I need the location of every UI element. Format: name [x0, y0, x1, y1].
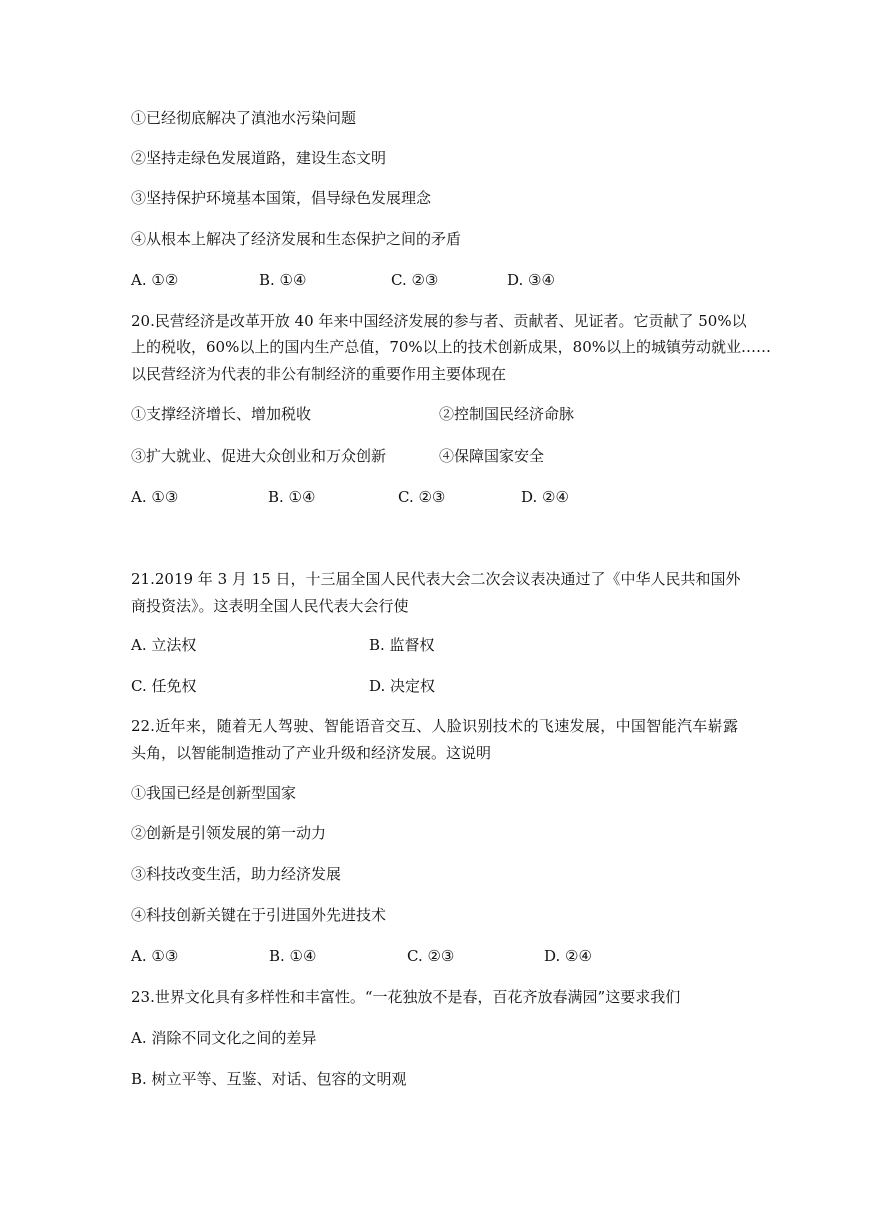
q22-answer-c: C. ②③	[407, 947, 455, 965]
q22-answer-b: B. ①④	[269, 947, 317, 965]
q22-stem-line-2: 头角，以智能制造推动了产业升级和经济发展。这说明	[131, 744, 492, 762]
q19-answer-c: C. ②③	[391, 271, 439, 289]
q20-option-3: ③扩大就业、促进大众创业和万众创新	[131, 447, 387, 465]
q19-answer-b: B. ①④	[259, 271, 307, 289]
q20-stem-line-2: 上的税收，60%以上的国内生产总值，70%以上的技术创新成果，80%以上的城镇劳动就业……	[131, 338, 772, 356]
q21-answer-a: A. 立法权	[131, 636, 197, 654]
q22-option-2: ②创新是引领发展的第一动力	[131, 824, 327, 842]
q20-option-1: ①支撑经济增长、增加税收	[131, 405, 312, 423]
q22-stem-line-1: 22.近年来，随着无人驾驶、智能语音交互、人脸识别技术的飞速发展，中国智能汽车崭露	[131, 717, 738, 735]
q19-option-3: ③坚持保护环境基本国策，倡导绿色发展理念	[131, 189, 432, 207]
q19-option-4: ④从根本上解决了经济发展和生态保护之间的矛盾	[131, 230, 462, 248]
q23-answer-a: A. 消除不同文化之间的差异	[131, 1029, 317, 1047]
q23-answer-b: B. 树立平等、互鉴、对话、包容的文明观	[131, 1070, 407, 1088]
q22-answer-a: A. ①③	[131, 947, 179, 965]
q20-answer-d: D. ②④	[521, 488, 569, 506]
q23-stem: 23.世界文化具有多样性和丰富性。“一花独放不是春，百花齐放春满园”这要求我们	[131, 988, 681, 1006]
q21-stem-line-1: 21.2019 年 3 月 15 日，十三届全国人民代表大会二次会议表决通过了《中华人民共和国外	[131, 570, 741, 588]
q20-stem-line-3: 以民营经济为代表的非公有制经济的重要作用主要体现在	[131, 365, 507, 383]
q20-option-4: ④保障国家安全	[439, 447, 545, 465]
q19-option-2: ②坚持走绿色发展道路，建设生态文明	[131, 149, 387, 167]
q20-answer-a: A. ①③	[131, 488, 179, 506]
q22-option-3: ③科技改变生活，助力经济发展	[131, 865, 342, 883]
q20-answer-c: C. ②③	[398, 488, 446, 506]
q21-answer-d: D. 决定权	[369, 677, 436, 695]
q22-answer-d: D. ②④	[544, 947, 592, 965]
q19-answer-d: D. ③④	[507, 271, 555, 289]
q21-answer-b: B. 监督权	[369, 636, 435, 654]
q22-option-1: ①我国已经是创新型国家	[131, 784, 297, 802]
q21-answer-c: C. 任免权	[131, 677, 197, 695]
q19-answer-a: A. ①②	[131, 271, 179, 289]
q20-stem-line-1: 20.民营经济是改革开放 40 年来中国经济发展的参与者、贡献者、见证者。它贡献了 50%以	[131, 312, 747, 330]
q22-option-4: ④科技创新关键在于引进国外先进技术	[131, 906, 387, 924]
q20-answer-b: B. ①④	[268, 488, 316, 506]
q19-option-1: ①已经彻底解决了滇池水污染问题	[131, 109, 357, 127]
q20-option-2: ②控制国民经济命脉	[439, 405, 575, 423]
q21-stem-line-2: 商投资法》。这表明全国人民代表大会行使	[131, 597, 409, 615]
